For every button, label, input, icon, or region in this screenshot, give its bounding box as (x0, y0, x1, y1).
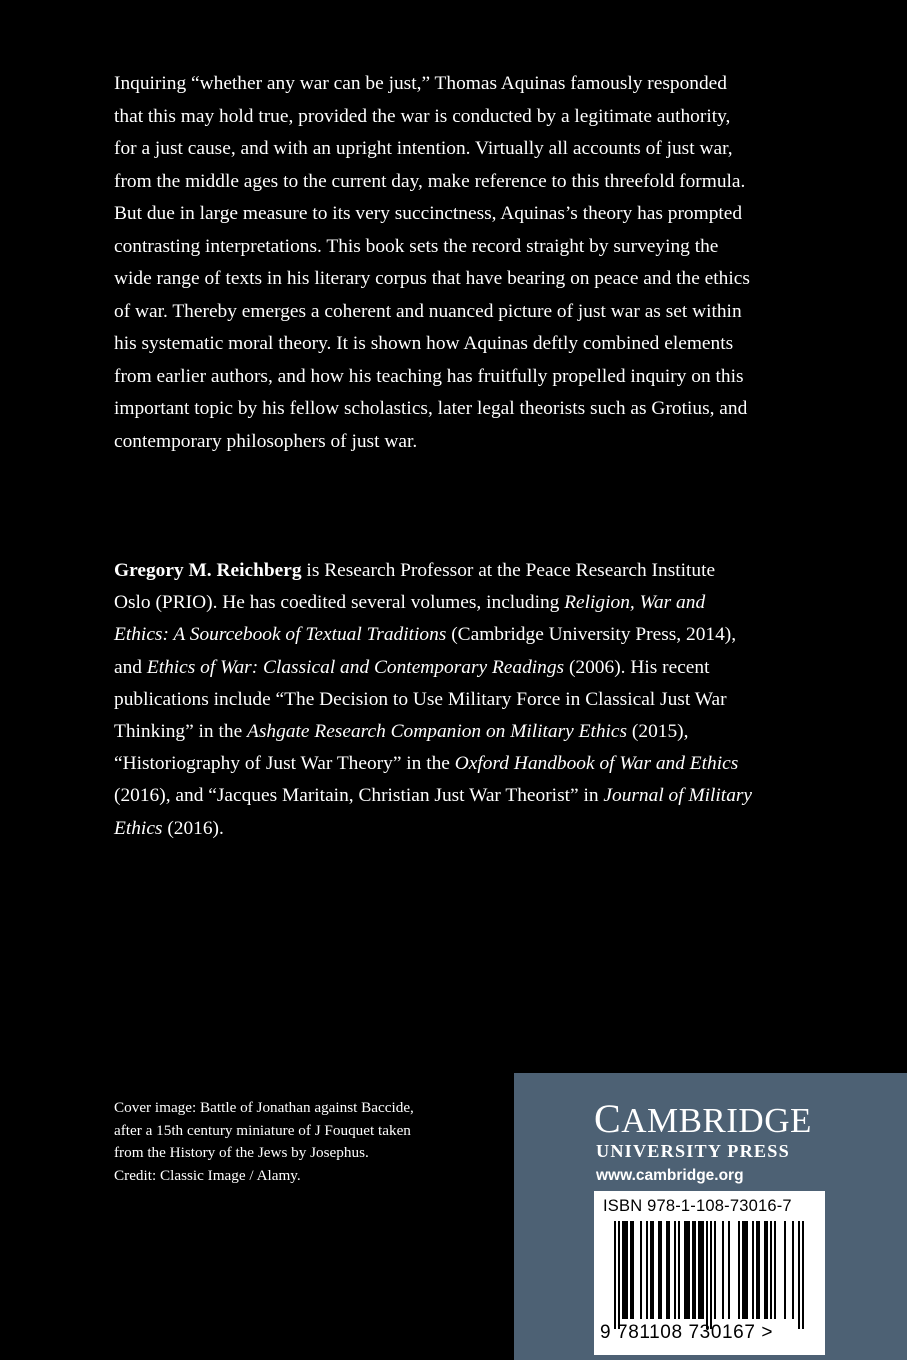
barcode-bar (710, 1221, 712, 1329)
credit-line-4: Credit: Classic Image / Alamy. (114, 1166, 301, 1184)
barcode-bar (658, 1221, 660, 1319)
barcode-bar (640, 1221, 642, 1319)
bio-text-3: (2006). His recent publications include “The Decision to Use Military Force in Classical Just War Thinking” in the (114, 656, 727, 743)
barcode-bar (722, 1221, 724, 1319)
isbn-label: ISBN 978-1-108-73016-7 (603, 1197, 792, 1215)
barcode-bar (802, 1221, 804, 1329)
barcode-bar (746, 1221, 748, 1319)
barcode-bar (652, 1221, 654, 1319)
barcode-bar (660, 1221, 662, 1319)
book-title-2: Ethics of War: Classical and Contemporary Readings (146, 656, 565, 678)
barcode-bar (614, 1221, 616, 1329)
barcode-bar (692, 1221, 694, 1319)
barcode-bar (752, 1221, 754, 1319)
barcode-bar (650, 1221, 652, 1319)
author-biography (114, 555, 754, 845)
publisher-name-initial: C (594, 1096, 622, 1141)
barcode-bar (756, 1221, 758, 1319)
barcode-bar (758, 1221, 760, 1319)
barcode-bar (632, 1221, 634, 1319)
publisher-subtitle: UNIVERSITY PRESS (596, 1141, 790, 1161)
barcode-bar (646, 1221, 648, 1319)
barcode-bar (700, 1221, 702, 1319)
book-title-5: Journal of Military Ethics (114, 785, 753, 839)
barcode-bar (714, 1221, 716, 1319)
barcode-bar (622, 1221, 624, 1319)
barcode-bar (792, 1221, 794, 1319)
barcode-bar (764, 1221, 766, 1319)
book-title-3: Ashgate Research Companion on Military Ethics (247, 721, 628, 743)
barcode-bar (694, 1221, 696, 1319)
barcode-bar (666, 1221, 668, 1319)
barcode-bar (774, 1221, 776, 1319)
barcode-bar (630, 1221, 632, 1319)
ean-digits: 9 781108 730167 > (600, 1322, 774, 1343)
credit-line-3: from the History of the Jews by Josephus. (114, 1144, 369, 1161)
barcode-bar (678, 1221, 680, 1319)
barcode-bar (674, 1221, 676, 1319)
barcode-bar (688, 1221, 690, 1319)
barcode-bar (686, 1221, 688, 1319)
barcode-bar (798, 1221, 800, 1329)
publisher-url: www.cambridge.org (596, 1167, 744, 1184)
barcode-bar (618, 1221, 620, 1329)
bio-text-5: (2016), and “Jacques Maritain, Christian Just War Theorist” in (114, 785, 604, 807)
publisher-name-rest: AMBRIDGE (621, 1101, 812, 1140)
barcode-bar (784, 1221, 786, 1319)
bio-text-2: (Cambridge University Press, 2014), and (114, 624, 737, 678)
barcode-bar (702, 1221, 704, 1319)
barcode-bar (728, 1221, 730, 1319)
barcode-bar (770, 1221, 772, 1319)
publisher-logo-name (594, 1096, 854, 1141)
book-description: Inquiring “whether any war can be just,” Thomas Aquinas famously responded that this may hold true, provided the war is conducted by a legitimate authority, for a just cause, and with an upright intention. Virtually all accounts of just war, from the middle ages to the current day, make reference to this threefold formula. But due in large measure to its very succinctness, Aquinas’s theory has prompted contrasting interpretations. This book sets the record straight by surveying the wide range of texts in his literary corpus that have bearing on peace and the ethics of war. Thereby emerges a coherent and nuanced picture of just war as set within his systematic moral theory. It is shown how Aquinas deftly combined elements from earlier authors, and how his teaching has fruitfully propelled inquiry on this important topic by his fellow scholastics, later legal theorists such as Grotius, and contemporary philosophers of just war. (114, 73, 750, 452)
book-title-4: Oxford Handbook of War and Ethics (454, 753, 739, 775)
publisher-panel (514, 1073, 907, 1360)
bio-text-6: (2016). (162, 817, 224, 839)
cover-image-credit (114, 1097, 504, 1187)
credit-line-2: after a 15th century miniature of J Fouquet taken (114, 1121, 411, 1139)
credit-line-1: Cover image: Battle of Jonathan against Baccide, (114, 1099, 414, 1116)
barcode-bar (766, 1221, 768, 1319)
barcode-bar (744, 1221, 746, 1319)
bio-text-1: is Research Professor at the Peace Research Institute Oslo (PRIO). He has coedited several volumes, including (114, 560, 716, 614)
barcode-bar (684, 1221, 686, 1319)
author-name: Gregory M. Reichberg (114, 560, 302, 581)
barcode-bar (706, 1221, 708, 1329)
barcode-bar (698, 1221, 700, 1319)
book-title-1: Religion, War and Ethics: A Sourcebook of Textual Traditions (114, 592, 706, 646)
isbn-barcode (594, 1191, 825, 1355)
barcode-bar (626, 1221, 628, 1319)
bio-text-4: (2015), “Historiography of Just War Theory” in the (114, 721, 689, 775)
barcode-bar (668, 1221, 670, 1319)
barcode-bar (742, 1221, 744, 1319)
barcode-bar (738, 1221, 740, 1319)
barcode-bar (624, 1221, 626, 1319)
